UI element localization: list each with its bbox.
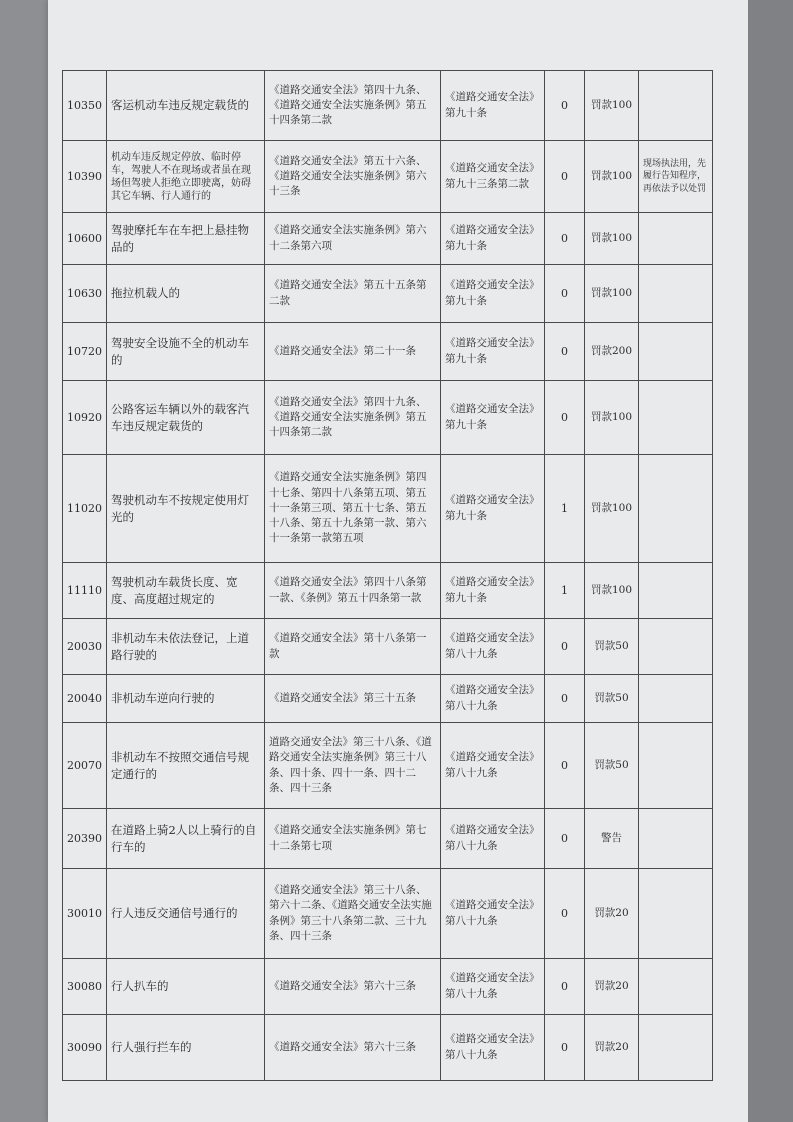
violation-code: 10600 (63, 213, 107, 265)
legal-basis: 《道路交通安全法实施条例》第四十七条、第四十八条第五项、第五十一条第三项、第五十七条、第五十八条、第五十九条第一款、第六十一条第一款第五项 (265, 455, 441, 563)
table-row (63, 723, 713, 809)
violation-description: 驾驶机动车载货长度、宽度、高度超过规定的 (107, 563, 265, 619)
table-row (63, 141, 713, 213)
legal-basis: 《道路交通安全法》第三十五条 (265, 675, 441, 723)
legal-basis: 《道路交通安全法》第六十三条 (265, 1015, 441, 1081)
penalty-points: 0 (545, 213, 585, 265)
remark (639, 619, 713, 675)
penalty-points: 0 (545, 1015, 585, 1081)
legal-basis: 《道路交通安全法》第五十六条、《道路交通安全法实施条例》第六十三条 (265, 141, 441, 213)
remark (639, 563, 713, 619)
remark (639, 809, 713, 869)
legal-basis: 《道路交通安全法》第五十五条第二款 (265, 265, 441, 323)
penalty-points: 0 (545, 265, 585, 323)
violation-description: 机动车违反规定停放、临时停车，驾驶人不在现场或者虽在现场但驾驶人拒绝立即驶离，妨碍其它车辆、行人通行的 (107, 141, 265, 213)
penalty-basis: 《道路交通安全法》第八十九条 (441, 1015, 545, 1081)
table-row (63, 563, 713, 619)
penalty-points: 1 (545, 455, 585, 563)
legal-basis: 《道路交通安全法实施条例》第六十二条第六项 (265, 213, 441, 265)
violation-code: 10350 (63, 71, 107, 141)
fine-amount: 罚款100 (585, 265, 639, 323)
violation-description: 公路客运车辆以外的载客汽车违反规定载货的 (107, 381, 265, 455)
penalty-basis: 《道路交通安全法》第八十九条 (441, 723, 545, 809)
violation-code-table (62, 70, 713, 1081)
penalty-basis: 《道路交通安全法》第九十条 (441, 563, 545, 619)
penalty-basis: 《道路交通安全法》第九十三条第二款 (441, 141, 545, 213)
table-row (63, 619, 713, 675)
remark (639, 723, 713, 809)
remark (639, 1015, 713, 1081)
violation-code: 10630 (63, 265, 107, 323)
violation-description: 非机动车不按照交通信号规定通行的 (107, 723, 265, 809)
penalty-basis: 《道路交通安全法》第九十条 (441, 265, 545, 323)
table-row (63, 1015, 713, 1081)
violation-code: 11020 (63, 455, 107, 563)
remark (639, 71, 713, 141)
table-row (63, 213, 713, 265)
table-row (63, 869, 713, 959)
penalty-points: 0 (545, 323, 585, 381)
violation-description: 驾驶摩托车在车把上悬挂物品的 (107, 213, 265, 265)
fine-amount: 罚款100 (585, 455, 639, 563)
fine-amount: 罚款50 (585, 675, 639, 723)
legal-basis: 道路交通安全法》第三十八条、《道路交通安全法实施条例》第三十八条、四十条、四十一条、四十二条、四十三条 (265, 723, 441, 809)
penalty-basis: 《道路交通安全法》第九十条 (441, 455, 545, 563)
fine-amount: 罚款50 (585, 723, 639, 809)
remark (639, 675, 713, 723)
page-edge-shadow (748, 0, 793, 1122)
violation-description: 行人扒车的 (107, 959, 265, 1015)
penalty-points: 0 (545, 869, 585, 959)
violation-description: 客运机动车违反规定载货的 (107, 71, 265, 141)
violation-code: 30080 (63, 959, 107, 1015)
violation-code: 20040 (63, 675, 107, 723)
fine-amount: 罚款100 (585, 141, 639, 213)
penalty-points: 0 (545, 381, 585, 455)
fine-amount: 罚款20 (585, 959, 639, 1015)
violation-code: 20070 (63, 723, 107, 809)
violation-description: 拖拉机载人的 (107, 265, 265, 323)
fine-amount: 罚款100 (585, 71, 639, 141)
remark: 现场执法用，先履行告知程序，再依法予以处罚 (639, 141, 713, 213)
violation-code: 30090 (63, 1015, 107, 1081)
violation-description: 行人强行拦车的 (107, 1015, 265, 1081)
table-row (63, 71, 713, 141)
violation-code: 10920 (63, 381, 107, 455)
penalty-basis: 《道路交通安全法》第九十条 (441, 323, 545, 381)
violation-description: 驾驶安全设施不全的机动车的 (107, 323, 265, 381)
legal-basis: 《道路交通安全法》第十八条第一款 (265, 619, 441, 675)
violation-code: 10390 (63, 141, 107, 213)
violation-code: 20390 (63, 809, 107, 869)
remark (639, 869, 713, 959)
legal-basis: 《道路交通安全法》第二十一条 (265, 323, 441, 381)
violation-code: 30010 (63, 869, 107, 959)
legal-basis: 《道路交通安全法实施条例》第七十二条第七项 (265, 809, 441, 869)
table-row (63, 323, 713, 381)
table-row (63, 381, 713, 455)
table-row (63, 959, 713, 1015)
fine-amount: 罚款20 (585, 869, 639, 959)
violation-description: 在道路上骑2人以上骑行的自行车的 (107, 809, 265, 869)
violation-code: 20030 (63, 619, 107, 675)
table-row (63, 455, 713, 563)
penalty-points: 0 (545, 675, 585, 723)
fine-amount: 罚款200 (585, 323, 639, 381)
penalty-points: 0 (545, 71, 585, 141)
penalty-basis: 《道路交通安全法》第八十九条 (441, 809, 545, 869)
violation-description: 行人违反交通信号通行的 (107, 869, 265, 959)
penalty-points: 0 (545, 723, 585, 809)
remark (639, 213, 713, 265)
remark (639, 265, 713, 323)
penalty-basis: 《道路交通安全法》第九十条 (441, 381, 545, 455)
violation-description: 非机动车未依法登记，上道路行驶的 (107, 619, 265, 675)
fine-amount: 罚款100 (585, 213, 639, 265)
table-row (63, 265, 713, 323)
penalty-basis: 《道路交通安全法》第九十条 (441, 71, 545, 141)
fine-amount: 罚款20 (585, 1015, 639, 1081)
penalty-points: 1 (545, 563, 585, 619)
fine-amount: 警告 (585, 809, 639, 869)
legal-basis: 《道路交通安全法》第四十八条第一款、《条例》第五十四条第一款 (265, 563, 441, 619)
penalty-points: 0 (545, 141, 585, 213)
penalty-basis: 《道路交通安全法》第八十九条 (441, 619, 545, 675)
fine-amount: 罚款100 (585, 381, 639, 455)
penalty-basis: 《道路交通安全法》第八十九条 (441, 675, 545, 723)
remark (639, 959, 713, 1015)
legal-basis: 《道路交通安全法》第三十八条、第六十二条、《道路交通安全法实施条例》第三十八条第二款、三十九条、四十三条 (265, 869, 441, 959)
violation-description: 驾驶机动车不按规定使用灯光的 (107, 455, 265, 563)
fine-amount: 罚款100 (585, 563, 639, 619)
penalty-points: 0 (545, 809, 585, 869)
penalty-basis: 《道路交通安全法》第九十条 (441, 213, 545, 265)
table-row (63, 675, 713, 723)
legal-basis: 《道路交通安全法》第四十九条、《道路交通安全法实施条例》第五十四条第二款 (265, 381, 441, 455)
penalty-basis: 《道路交通安全法》第八十九条 (441, 869, 545, 959)
remark (639, 381, 713, 455)
penalty-basis: 《道路交通安全法》第八十九条 (441, 959, 545, 1015)
violation-code: 11110 (63, 563, 107, 619)
violation-description: 非机动车逆向行驶的 (107, 675, 265, 723)
remark (639, 323, 713, 381)
violation-code: 10720 (63, 323, 107, 381)
remark (639, 455, 713, 563)
penalty-points: 0 (545, 959, 585, 1015)
legal-basis: 《道路交通安全法》第六十三条 (265, 959, 441, 1015)
penalty-points: 0 (545, 619, 585, 675)
table-row (63, 809, 713, 869)
legal-basis: 《道路交通安全法》第四十九条、《道路交通安全法实施条例》第五十四条第二款 (265, 71, 441, 141)
fine-amount: 罚款50 (585, 619, 639, 675)
